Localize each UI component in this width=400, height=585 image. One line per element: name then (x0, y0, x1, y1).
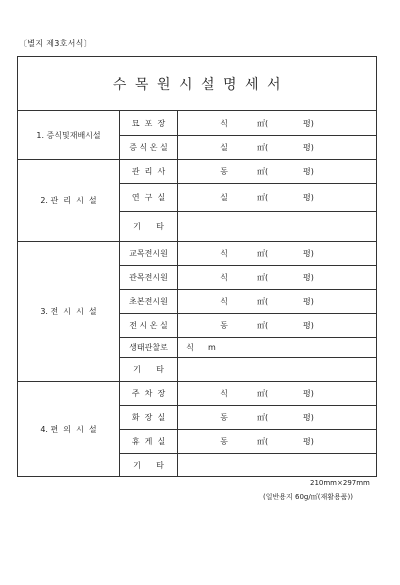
facility-row-other-convenience (120, 453, 376, 477)
facility-row-nursery (120, 111, 376, 135)
pyeong-unit: 평) (303, 297, 314, 306)
pyeong-unit: 평) (303, 273, 314, 282)
row-label: 화 장 실 (120, 406, 178, 429)
facility-row-ecology-trail (120, 337, 376, 357)
unit-label: 동 (220, 437, 228, 446)
row-label: 휴 게 실 (120, 430, 178, 453)
row-label: 초본전시원 (120, 290, 178, 313)
pyeong-unit: 평) (303, 389, 314, 398)
facility-specification-form (17, 56, 377, 477)
length-unit: m (208, 343, 216, 352)
paper-size: 210mm×297mm (310, 479, 370, 487)
row-label: 묘 포 장 (120, 111, 178, 135)
unit-label: 식 (220, 389, 228, 398)
pyeong-unit: 평) (303, 143, 314, 152)
area-unit: ㎡( (257, 389, 269, 398)
pyeong-unit: 평) (303, 249, 314, 258)
pyeong-unit: 평) (303, 321, 314, 330)
facility-row-research-room (120, 183, 376, 211)
row-label: 기 타 (120, 358, 178, 381)
unit-label: 실 (220, 143, 228, 152)
facility-row-parking-lot (120, 381, 376, 405)
facility-row-restroom (120, 405, 376, 429)
area-unit: ㎡( (257, 118, 269, 128)
facility-row-propagation-greenhouse (120, 135, 376, 159)
area-unit: ㎡( (257, 143, 269, 152)
facility-row-management-building (120, 159, 376, 183)
form-title: 수목원시설명세서 (112, 76, 290, 93)
area-unit: ㎡( (257, 273, 269, 282)
area-unit: ㎡( (257, 249, 269, 258)
form-reference: 〔별지 제3호서식〕 (19, 39, 92, 48)
facility-row-other-management (120, 211, 376, 241)
pyeong-unit: 평) (303, 118, 314, 128)
row-label: 연 구 실 (120, 184, 178, 211)
facility-row-tree-garden (120, 241, 376, 265)
unit-label: 동 (220, 167, 228, 176)
facility-row-herb-garden (120, 289, 376, 313)
area-unit: ㎡( (257, 437, 269, 446)
row-label: 증 식 온 실 (120, 136, 178, 159)
row-label: 관목전시원 (120, 266, 178, 289)
row-label: 관 리 사 (120, 160, 178, 183)
pyeong-unit: 평) (303, 437, 314, 446)
unit-label: 식 (220, 249, 228, 258)
row-label: 전 시 온 실 (120, 314, 178, 337)
unit-label: 식 (220, 297, 228, 306)
facility-row-exhibition-greenhouse (120, 313, 376, 337)
facility-row-shrub-garden (120, 265, 376, 289)
row-label: 기 타 (120, 212, 178, 241)
paper-spec: (일반용지 60g/㎡(재활용품)) (263, 493, 353, 501)
facility-row-other-exhibition (120, 357, 376, 381)
unit-label: 실 (220, 193, 228, 202)
area-unit: ㎡( (257, 297, 269, 306)
unit-label: 동 (220, 413, 228, 422)
unit-label: 식 (220, 273, 228, 282)
facility-row-lounge (120, 429, 376, 453)
title-row (18, 57, 376, 111)
area-unit: ㎡( (257, 167, 269, 176)
row-label: 주 차 장 (120, 382, 178, 405)
row-label: 생태관찰로 (120, 338, 178, 357)
group-exhibition-facilities: 3. 전 시 시 설 (18, 241, 120, 381)
area-unit: ㎡( (257, 193, 269, 202)
area-unit: ㎡( (257, 413, 269, 422)
area-unit: ㎡( (257, 321, 269, 330)
group-convenience-facilities: 4. 편 의 시 설 (18, 381, 120, 477)
group-management-facilities: 2. 관 리 시 설 (18, 159, 120, 241)
unit-label: 동 (220, 321, 228, 330)
pyeong-unit: 평) (303, 413, 314, 422)
unit-label: 식 (220, 118, 228, 128)
row-label: 교목전시원 (120, 242, 178, 265)
pyeong-unit: 평) (303, 167, 314, 176)
unit-label: 식 (186, 343, 194, 352)
pyeong-unit: 평) (303, 193, 314, 202)
group-cultivation-facilities: 1. 증식및재배시설 (18, 111, 120, 159)
row-label: 기 타 (120, 454, 178, 477)
